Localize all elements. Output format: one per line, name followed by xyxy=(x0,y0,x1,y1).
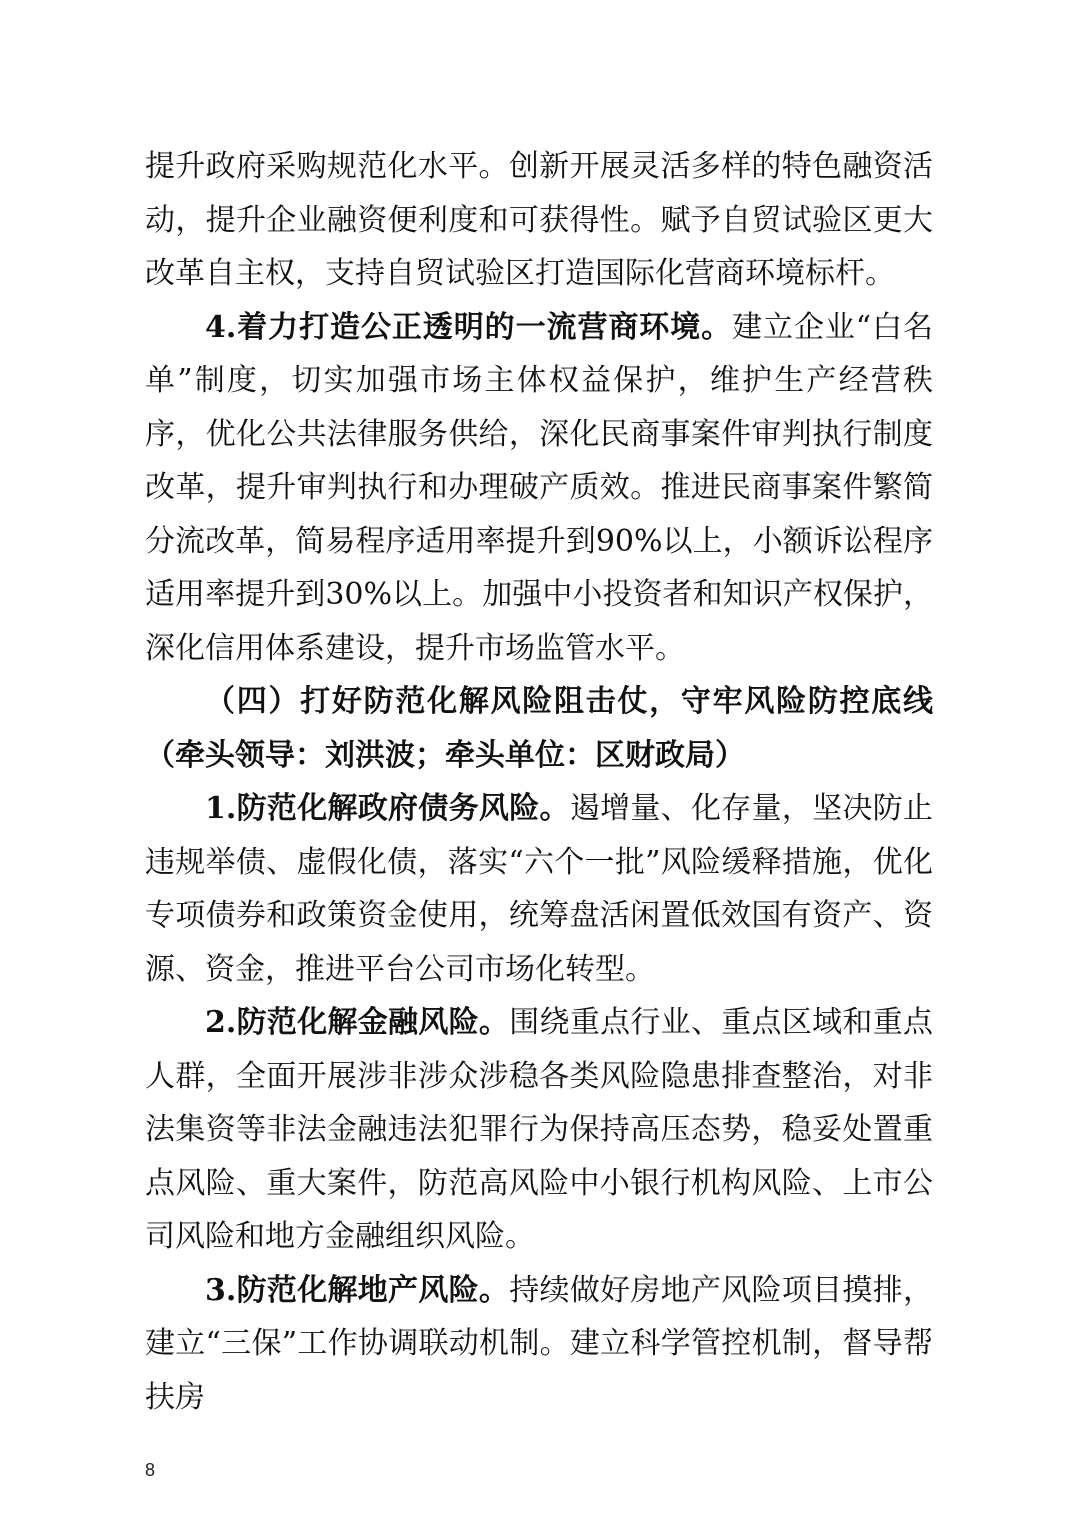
section-heading xyxy=(145,675,933,782)
page-number: 8 xyxy=(145,1460,156,1480)
paragraph-text: 提升政府采购规范化水平。创新开展灵活多样的特色融资活动，提升企业融资便利度和可获得性。赋予自贸试验区更大改革自主权，支持自贸试验区打造国际化营商环境标杆。 xyxy=(145,149,933,291)
body-text xyxy=(145,140,933,1424)
paragraph-text: 遏增量、化存量，坚决防止违规举债、虚假化债，落实“六个一批”风险缓释措施，优化专项债券和政策资金使用，统筹盘活闲置低效国有资产、资源、资金，推进平台公司市场化转型。 xyxy=(145,791,934,987)
paragraph-text: 围绕重点行业、重点区域和重点人群，全面开展涉非涉众涉稳各类风险隐患排查整治，对非法集资等非法金融违法犯罪行为保持高压态势，稳妥处置重点风险、重大案件，防范高风险中小银行机构风险、上市公司风险和地方金融组织风险。 xyxy=(145,1005,934,1254)
paragraph-text: 建立企业“白名单”制度，切实加强市场主体权益保护，维护生产经营秩序，优化公共法律服务供给，深化民商事案件审判执行制度改革，提升审判执行和办理破产质效。推进民商事案件繁简分流改革，简易程序适用率提升到90%以上，小额诉讼程序适用率提升到30%以上。加强中小投资者和知识产权保护，深化信用体系建设，提升市场监管水平。 xyxy=(145,309,933,666)
paragraph-business-environment xyxy=(145,301,933,676)
paragraph-government-debt-risk xyxy=(145,782,933,996)
paragraph-financial-risk xyxy=(145,996,933,1264)
paragraph-real-estate-risk xyxy=(145,1264,933,1425)
paragraph-continued xyxy=(145,140,933,301)
paragraph-lead: 1.防范化解政府债务风险。 xyxy=(205,791,570,826)
paragraph-text: 持续做好房地产风险项目摸排，建立“三保”工作协调联动机制。建立科学管控机制，督导帮扶房 xyxy=(145,1272,934,1415)
paragraph-lead: 4.着力打造公正透明的一流营商环境。 xyxy=(205,309,733,345)
paragraph-lead: 3.防范化解地产风险。 xyxy=(205,1272,510,1308)
paragraph-lead: 2.防范化解金融风险。 xyxy=(205,1005,510,1040)
section-heading-text: （四）打好防范化解风险阻击仗，守牢风险防控底线（牵头领导：刘洪波；牵头单位：区财政局） xyxy=(145,684,933,773)
